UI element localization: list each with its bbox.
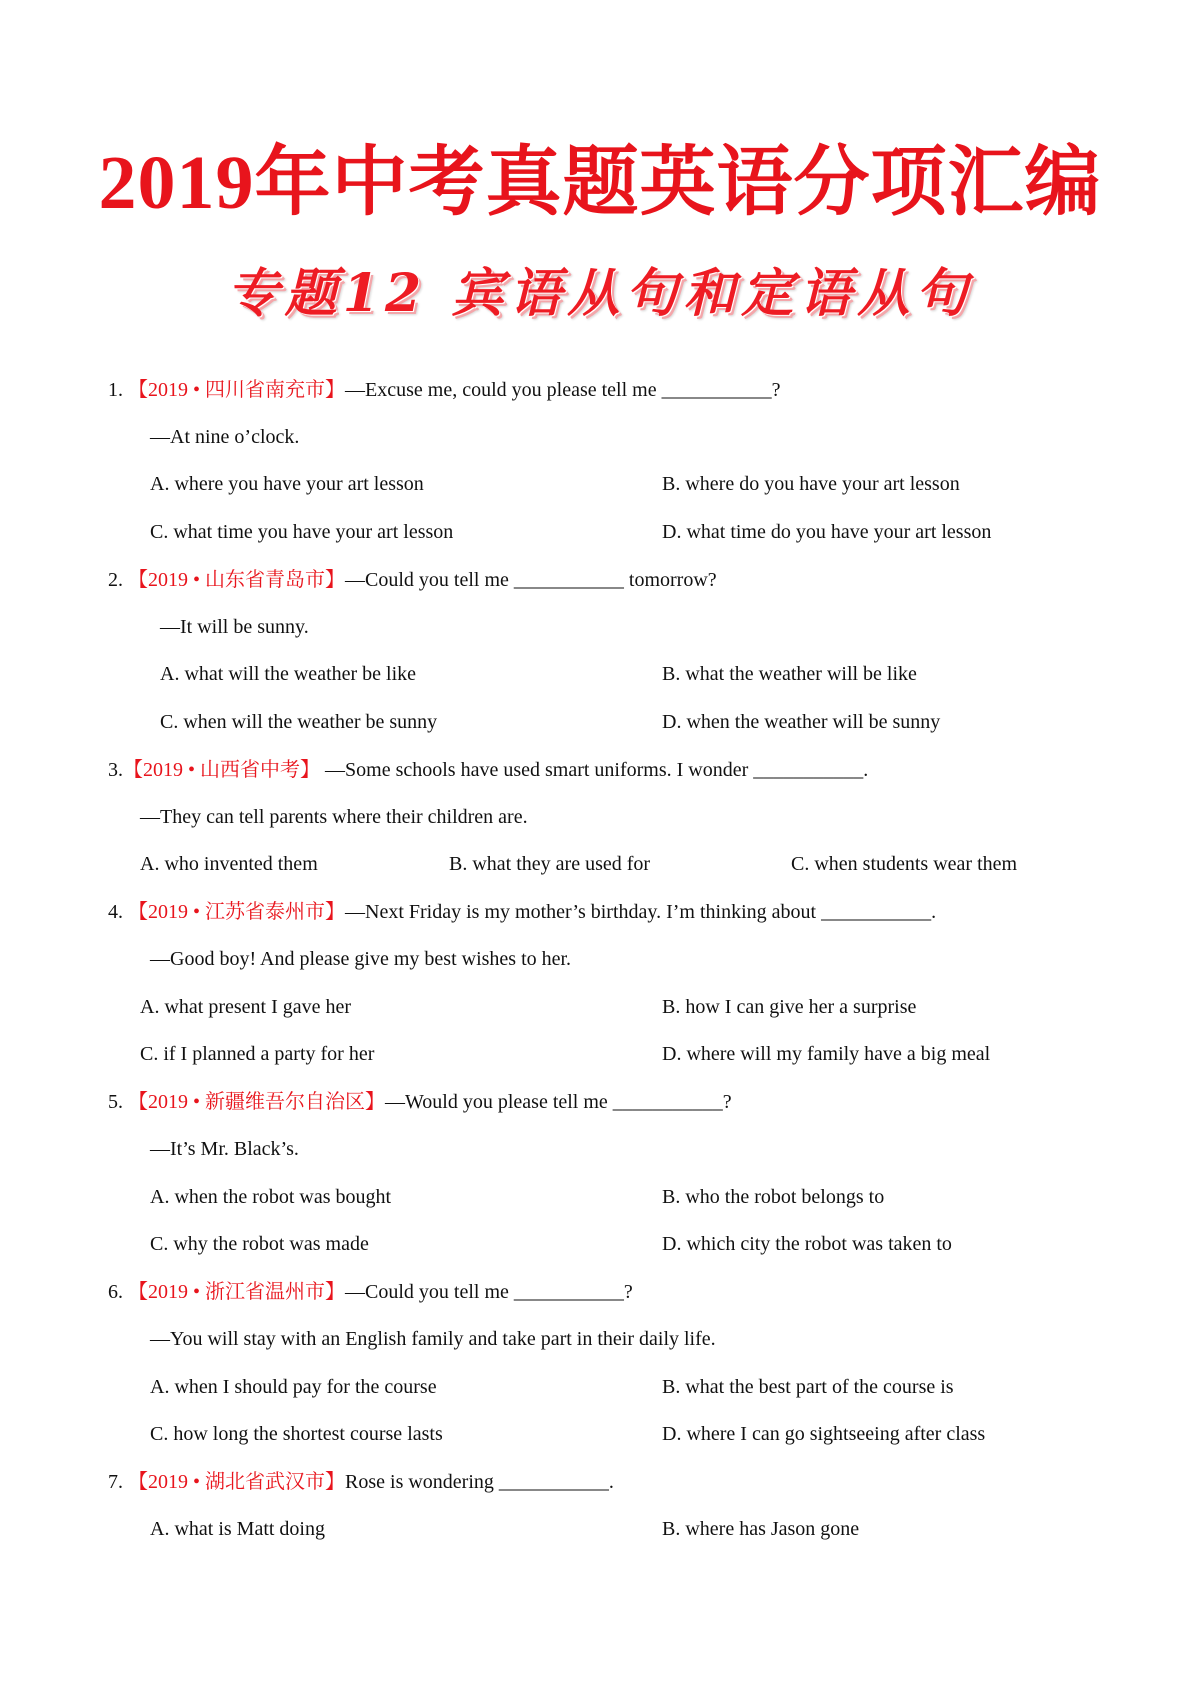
question-3-option-c: C. when students wear them <box>791 853 1018 875</box>
question-6-option-a: A. when I should pay for the course <box>150 1376 437 1398</box>
question-source: 【2019 • 山西省中考】 <box>123 759 321 781</box>
question-stem: —Next Friday is my mother’s birthday. I’m thinking about ___________. <box>345 901 937 923</box>
question-7-option-a: A. what is Matt doing <box>150 1518 325 1540</box>
question-6-option-d: D. where I can go sightseeing after class <box>662 1423 986 1445</box>
question-stem: —Would you please tell me ___________? <box>385 1091 732 1113</box>
question-number: 4. <box>108 901 123 923</box>
question-6-reply: —You will stay with an English family and take part in their daily life. <box>150 1328 716 1350</box>
question-number: 6. <box>108 1281 123 1303</box>
question-1 <box>108 378 780 402</box>
question-4-option-b: B. how I can give her a surprise <box>662 996 917 1018</box>
question-number: 2. <box>108 569 123 591</box>
question-5-option-a: A. when the robot was bought <box>150 1186 392 1208</box>
question-stem: —Could you tell me ___________? <box>345 1281 633 1303</box>
question-4-option-c: C. if I planned a party for her <box>140 1043 375 1065</box>
question-3-option-b: B. what they are used for <box>449 853 651 875</box>
page-title: 2019年中考真题英语分项汇编 <box>98 141 1102 225</box>
question-6-option-b: B. what the best part of the course is <box>662 1376 954 1398</box>
question-2 <box>108 568 717 592</box>
question-4 <box>108 900 936 924</box>
question-1-option-a: A. where you have your art lesson <box>150 473 424 495</box>
question-2-reply: —It will be sunny. <box>160 616 309 638</box>
question-7-option-b: B. where has Jason gone <box>662 1518 860 1540</box>
question-3 <box>108 758 868 782</box>
question-5-option-b: B. who the robot belongs to <box>662 1186 885 1208</box>
question-4-option-d: D. where will my family have a big meal <box>662 1043 991 1065</box>
question-source: 【2019 • 湖北省武汉市】 <box>128 1471 346 1493</box>
question-source: 【2019 • 山东省青岛市】 <box>128 569 346 591</box>
question-source: 【2019 • 四川省南充市】 <box>128 379 346 401</box>
question-5-reply: —It’s Mr. Black’s. <box>150 1138 299 1160</box>
question-source: 【2019 • 浙江省温州市】 <box>128 1281 346 1303</box>
question-3-reply: —They can tell parents where their children are. <box>140 806 528 828</box>
question-number: 5. <box>108 1091 123 1113</box>
page-subtitle: 专题12 宾语从句和定语从句 <box>226 263 974 324</box>
question-stem: —Could you tell me ___________ tomorrow? <box>345 569 717 591</box>
question-7 <box>108 1470 614 1494</box>
question-5-option-d: D. which city the robot was taken to <box>662 1233 952 1255</box>
question-6-option-c: C. how long the shortest course lasts <box>150 1423 443 1445</box>
question-6 <box>108 1280 633 1304</box>
question-1-reply: —At nine o’clock. <box>150 426 300 448</box>
question-stem: —Excuse me, could you please tell me ___________? <box>345 379 781 401</box>
question-1-option-c: C. what time you have your art lesson <box>150 521 454 543</box>
question-4-reply: —Good boy! And please give my best wishes to her. <box>150 948 572 970</box>
question-4-option-a: A. what present I gave her <box>140 996 352 1018</box>
question-source: 【2019 • 江苏省泰州市】 <box>128 901 346 923</box>
question-number: 7. <box>108 1471 123 1493</box>
question-2-option-c: C. when will the weather be sunny <box>160 711 438 733</box>
question-1-option-b: B. where do you have your art lesson <box>662 473 960 495</box>
question-1-option-d: D. what time do you have your art lesson <box>662 521 992 543</box>
question-2-option-d: D. when the weather will be sunny <box>662 711 941 733</box>
question-5 <box>108 1090 732 1114</box>
question-stem: —Some schools have used smart uniforms. I wonder ___________. <box>325 759 869 781</box>
question-5-option-c: C. why the robot was made <box>150 1233 369 1255</box>
question-stem: Rose is wondering ___________. <box>345 1471 614 1493</box>
question-source: 【2019 • 新疆维吾尔自治区】 <box>128 1091 386 1113</box>
question-number: 3. <box>108 759 123 781</box>
question-number: 1. <box>108 379 123 401</box>
question-2-option-a: A. what will the weather be like <box>160 663 417 685</box>
question-3-option-a: A. who invented them <box>140 853 318 875</box>
question-2-option-b: B. what the weather will be like <box>662 663 917 685</box>
